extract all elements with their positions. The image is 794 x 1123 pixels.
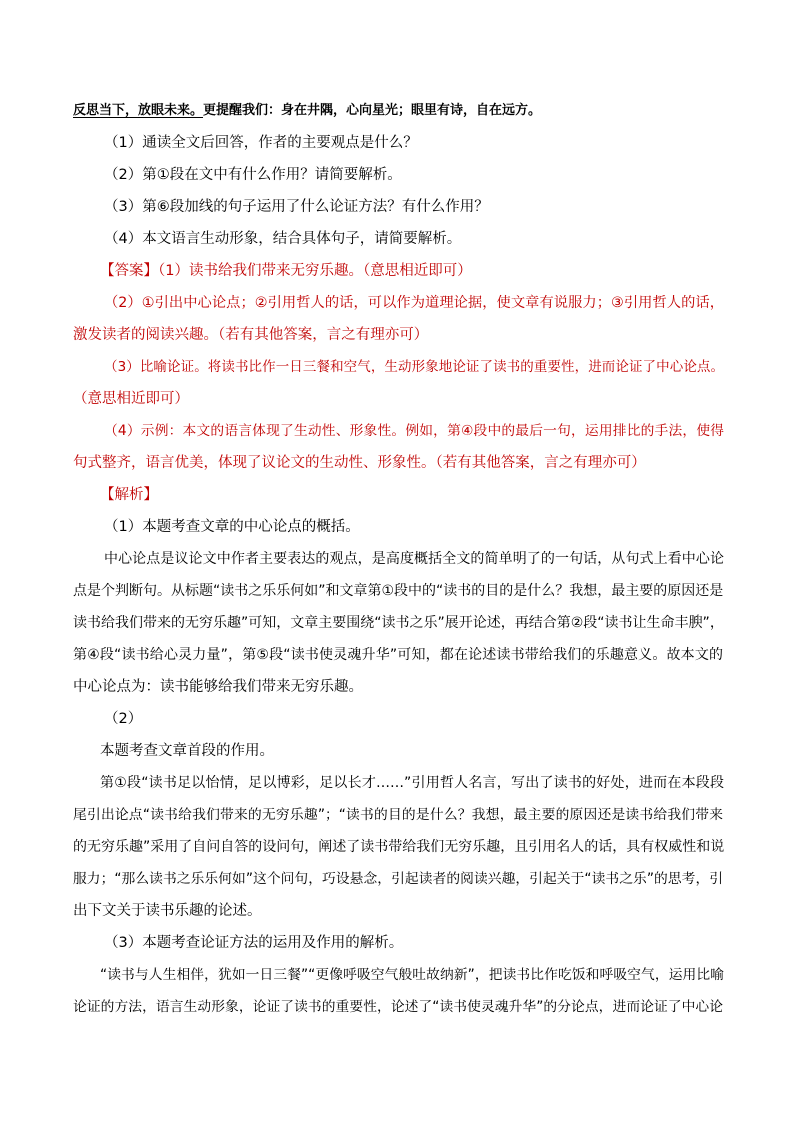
question-2: （2）第①段在文中有什么作用？请简要解析。: [104, 167, 402, 183]
analysis-2-line-3: 的无穷乐趣”采用了自问自答的设问句，阐述了读书带给我们无穷乐趣，且引用名人的话，具有权威性和说: [73, 839, 725, 855]
analysis-3-line-1: “读书与人生相伴，犹如一日三餐”“更像呼吸空气般吐故纳新”，把读书比作吃饭和呼吸空气，运用比喻: [100, 967, 724, 983]
answer-label: 【答案】: [100, 263, 158, 279]
analysis-3-line-2: 论证的方法，语言生动形象，论证了读书的重要性，论述了“读书使灵魂升华”的分论点，进而论证了中心论: [73, 999, 723, 1015]
analysis-1-line-5: 中心论点为：读书能够给我们带来无穷乐趣。: [73, 679, 363, 695]
analysis-3-title: （3）本题考查论证方法的运用及作用的解析。: [104, 935, 404, 951]
analysis-2-line-1: 第①段“读书足以怡情，足以博彩，足以长才……”引用哲人名言，写出了读书的好处，进而在本段段: [100, 775, 724, 791]
answer-2-line-1: （2）①引出中心论点；②引用哲人的话，可以作为道理论据，使文章有说服力；③引用哲人的话，: [104, 295, 724, 311]
analysis-2-line-4: 服力；“那么读书之乐乐何如”这个问句，巧设悬念，引起读者的阅读兴趣，引起关于“读书之乐”的思考，引: [73, 871, 723, 887]
analysis-1-line-1: 中心论点是议论文中作者主要表达的观点，是高度概括全文的简单明了的一句话，从句式上看中心论: [104, 551, 724, 567]
analysis-1-line-3: 读书给我们带来的无穷乐趣”可知，文章主要围绕“读书之乐”展开论述，再结合第②段“读书让生命丰腴”，: [73, 615, 724, 631]
underlined-sentence: 反思当下，放眼未来。: [73, 103, 204, 118]
answer-3-line-2: （意思相近即可）: [73, 391, 189, 407]
analysis-1-line-2: 点是个判断句。从标题“读书之乐乐何如”和文章第①段中的“读书的目的是什么？我想，最主要的原因还是: [73, 583, 724, 599]
question-3: （3）第⑥段加线的句子运用了什么论证方法？有什么作用？: [104, 199, 489, 215]
analysis-1-title: （1）本题考查文章的中心论点的概括。: [104, 519, 360, 535]
answer-3-line-1: （3）比喻论证。将读书比作一日三餐和空气，生动形象地论证了读书的重要性，进而论证了中心论点。: [104, 359, 724, 375]
answer-1: [100, 261, 750, 281]
answer-1-text: （1）读书给我们带来无穷乐趣。（意思相近即可）: [158, 263, 472, 279]
analysis-label: 【解析】: [100, 487, 158, 503]
question-4: （4）本文语言生动形象，结合具体句子，请简要解析。: [104, 231, 462, 247]
analysis-2-line-2: 尾引出论点“读书给我们带来的无穷乐趣”；“读书的目的是什么？我想，最主要的原因还是读书给我们带来: [73, 807, 723, 823]
answer-4-line-1: （4）示例：本文的语言体现了生动性、形象性。例如，第④段中的最后一句，运用排比的手法，使得: [104, 423, 724, 439]
answer-4-line-2: 句式整齐，语言优美，体现了议论文的生动性、形象性。（若有其他答案，言之有理亦可）: [73, 455, 646, 471]
analysis-1-line-4: 第④段“读书给心灵力量”，第⑤段“读书使灵魂升华”可知，都在论述读书带给我们的乐趣意义。故本文的: [73, 647, 723, 663]
answer-2-line-2: 激发读者的阅读兴趣。（若有其他答案，言之有理亦可）: [73, 327, 429, 343]
passage-closing-line: [73, 101, 723, 121]
analysis-2-line-5: 出下文关于读书乐趣的论述。: [73, 903, 262, 919]
passage-closing-text: 更提醒我们：身在井隅，心向星光；眼里有诗，自在远方。: [203, 103, 542, 118]
analysis-2-title: 本题考查文章首段的作用。: [100, 743, 274, 759]
question-1: （1）通读全文后回答，作者的主要观点是什么？: [104, 135, 418, 151]
analysis-2-number: （2）: [104, 711, 143, 727]
